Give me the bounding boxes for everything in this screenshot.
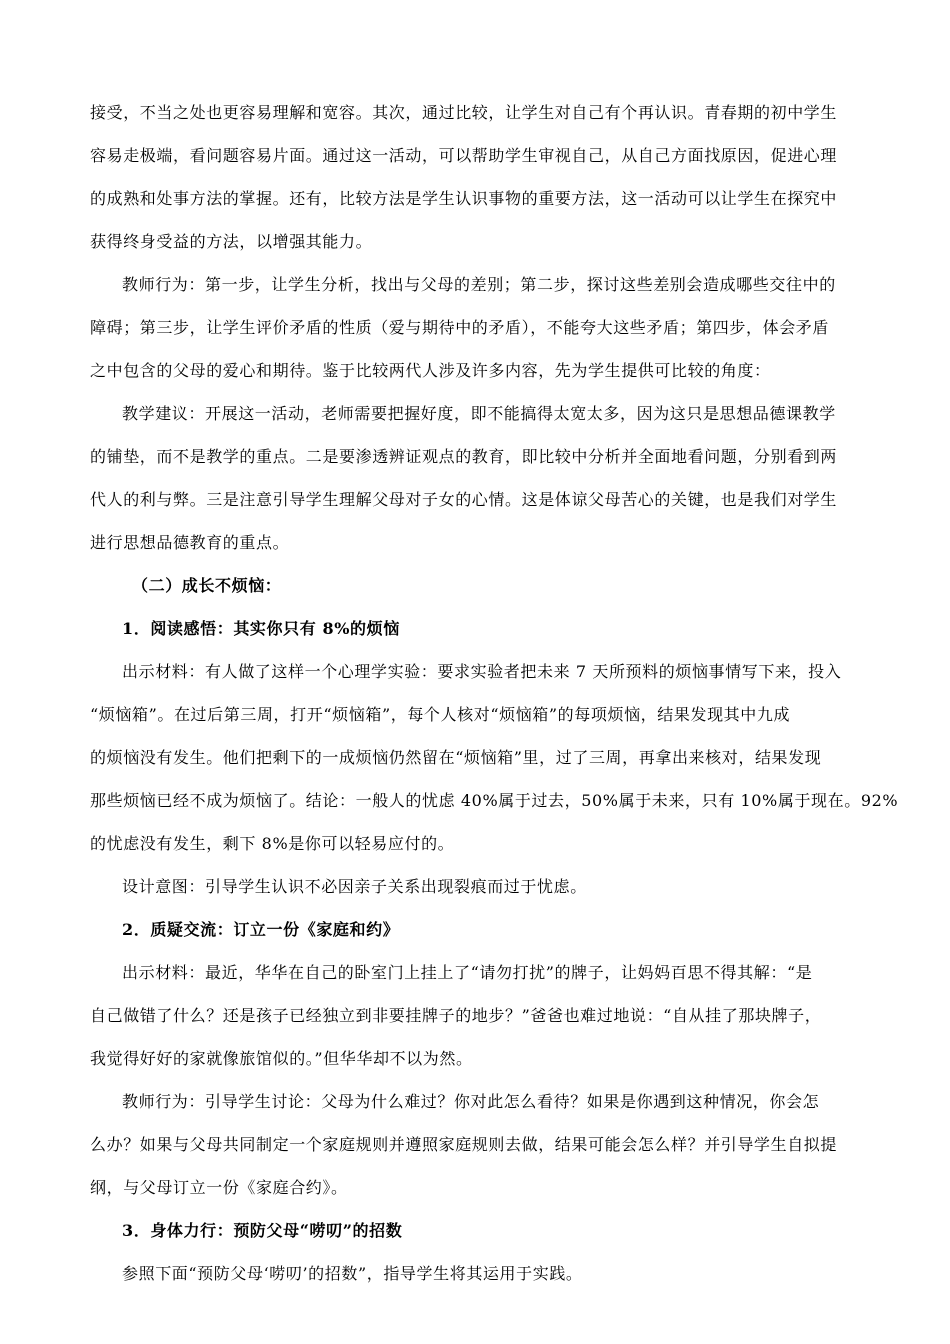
body-line: 的烦恼没有发生。他们把剩下的一成烦恼仍然留在“烦恼箱”里，过了三周，再拿出来核对，结果发现 xyxy=(90,748,822,767)
body-line: 参照下面“预防父母‘唠叨’的招数”，指导学生将其运用于实践。 xyxy=(122,1264,583,1283)
subsection-heading: 1．阅读感悟：其实你只有 8%的烦恼 xyxy=(122,619,400,638)
body-line: 教学建议：开展这一活动，老师需要把握好度，即不能搞得太宽太多，因为这只是思想品德课教学 xyxy=(122,404,836,423)
body-line: 容易走极端，看问题容易片面。通过这一活动，可以帮助学生审视自己，从自己方面找原因，促进心理 xyxy=(90,146,838,165)
body-line: 的铺垫，而不是教学的重点。二是要渗透辨证观点的教育，即比较中分析并全面地看问题，分别看到两 xyxy=(90,447,838,466)
body-line: 障碍；第三步，让学生评价矛盾的性质（爱与期待中的矛盾），不能夸大这些矛盾；第四步，体会矛盾 xyxy=(90,318,830,337)
body-line: 设计意图：引导学生认识不必因亲子关系出现裂痕而过于忧虑。 xyxy=(122,877,587,896)
body-line: “烦恼箱”。在过后第三周，打开“烦恼箱”，每个人核对“烦恼箱”的每项烦恼，结果发现其中九成 xyxy=(90,705,791,724)
section-heading: （二）成长不烦恼： xyxy=(132,576,282,595)
body-line: 自己做错了什么？还是孩子已经独立到非要挂牌子的地步？”爸爸也难过地说：“自从挂了那块牌子， xyxy=(90,1006,822,1025)
subsection-heading: 2．质疑交流：订立一份《家庭和约》 xyxy=(122,920,400,939)
body-line: 纲，与父母订立一份《家庭合约》。 xyxy=(90,1178,348,1197)
body-line: 那些烦恼已经不成为烦恼了。结论：一般人的忧虑 40%属于过去，50%属于未来，只有 10%属于现在。92% xyxy=(90,791,899,810)
subsection-heading: 3．身体力行：预防父母“唠叨”的招数 xyxy=(122,1221,403,1240)
body-line: 出示材料：有人做了这样一个心理学实验：要求实验者把未来 7 天所预料的烦恼事情写下来，投入 xyxy=(122,662,842,681)
body-line: 接受，不当之处也更容易理解和宽容。其次，通过比较，让学生对自己有个再认识。青春期的初中学生 xyxy=(90,103,838,122)
body-line: 教师行为：引导学生讨论：父母为什么难过？你对此怎么看待？如果是你遇到这种情况，你会怎 xyxy=(122,1092,820,1111)
body-line: 出示材料：最近，华华在自己的卧室门上挂上了“请勿打扰”的牌子，让妈妈百思不得其解：“是 xyxy=(122,963,813,982)
body-line: 进行思想品德教育的重点。 xyxy=(90,533,290,552)
body-line: 么办？如果与父母共同制定一个家庭规则并遵照家庭规则去做，结果可能会怎么样？并引导学生自拟提 xyxy=(90,1135,838,1154)
body-line: 的忧虑没有发生，剩下 8%是你可以轻易应付的。 xyxy=(90,834,455,853)
body-line: 获得终身受益的方法，以增强其能力。 xyxy=(90,232,373,251)
body-line: 代人的利与弊。三是注意引导学生理解父母对子女的心情。这是体谅父母苦心的关键，也是我们对学生 xyxy=(90,490,838,509)
body-line: 我觉得好好的家就像旅馆似的。”但华华却不以为然。 xyxy=(90,1049,473,1068)
body-line: 教师行为：第一步，让学生分析，找出与父母的差别；第二步，探讨这些差别会造成哪些交往中的 xyxy=(122,275,836,294)
body-line: 的成熟和处事方法的掌握。还有，比较方法是学生认识事物的重要方法，这一活动可以让学生在探究中 xyxy=(90,189,838,208)
body-line: 之中包含的父母的爱心和期待。鉴于比较两代人涉及许多内容，先为学生提供可比较的角度： xyxy=(90,361,771,380)
